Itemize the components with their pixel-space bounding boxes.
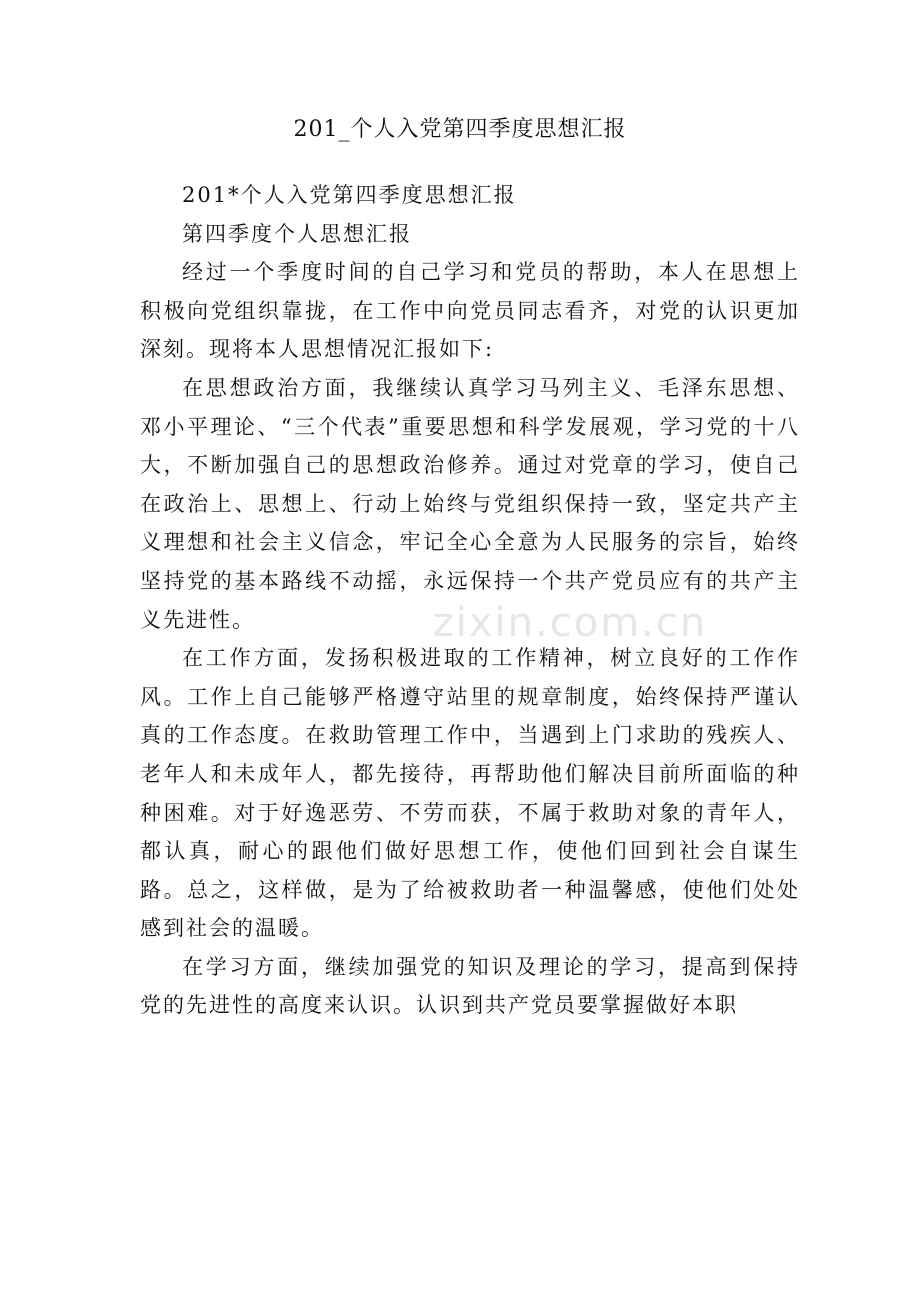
paragraph-work: 在工作方面，发扬积极进取的工作精神，树立良好的工作作风。工作上自己能够严格遵守站里的规章制度，始终保持严谨认真的工作态度。在救助管理工作中，当遇到上门求助的残疾人、老年人和未成年人，都先接待，再帮助他们解决目前所面临的种种困难。对于好逸恶劳、不劳而获，不属于救助对象的青年人，都认真，耐心的跟他们做好思想工作，使他们回到社会自谋生路。总之，这样做，是为了给被救助者一种温馨感，使他们处处感到社会的温暖。 xyxy=(140,646,800,941)
paragraph-heading: 201*个人入党第四季度思想汇报 xyxy=(182,183,517,207)
paragraph-intro: 经过一个季度时间的自己学习和党员的帮助，本人在思想上积极向党组织靠拢，在工作中向党员同志看齐，对党的认识更加深刻。现将本人思想情况汇报如下: xyxy=(140,260,800,362)
watermark: zixin.com.cn xyxy=(432,600,708,646)
paragraph-subheading: 第四季度个人思想汇报 xyxy=(182,221,412,246)
paragraph-political: 在思想政治方面，我继续认真学习马列主义、毛泽东思想、邓小平理论、“三个代表”重要思想和科学发展观，学习党的十八大，不断加强自己的思想政治修养。通过对党章的学习，使自己在政治上、思想上、行动上始终与党组织保持一致，坚定共产主义理想和社会主义信念，牢记全心全意为人民服务的宗旨，始终坚持党的基本路线不动摇，永远保持一个共产党员应有的共产主义先进性。 xyxy=(140,375,800,632)
document-body xyxy=(140,176,800,1025)
paragraph-study: 在学习方面，继续加强党的知识及理论的学习，提高到保持党的先进性的高度来认识。认识到共产党员要掌握做好本职 xyxy=(140,954,800,1018)
document-title: 201_个人入党第四季度思想汇报 xyxy=(293,117,627,142)
